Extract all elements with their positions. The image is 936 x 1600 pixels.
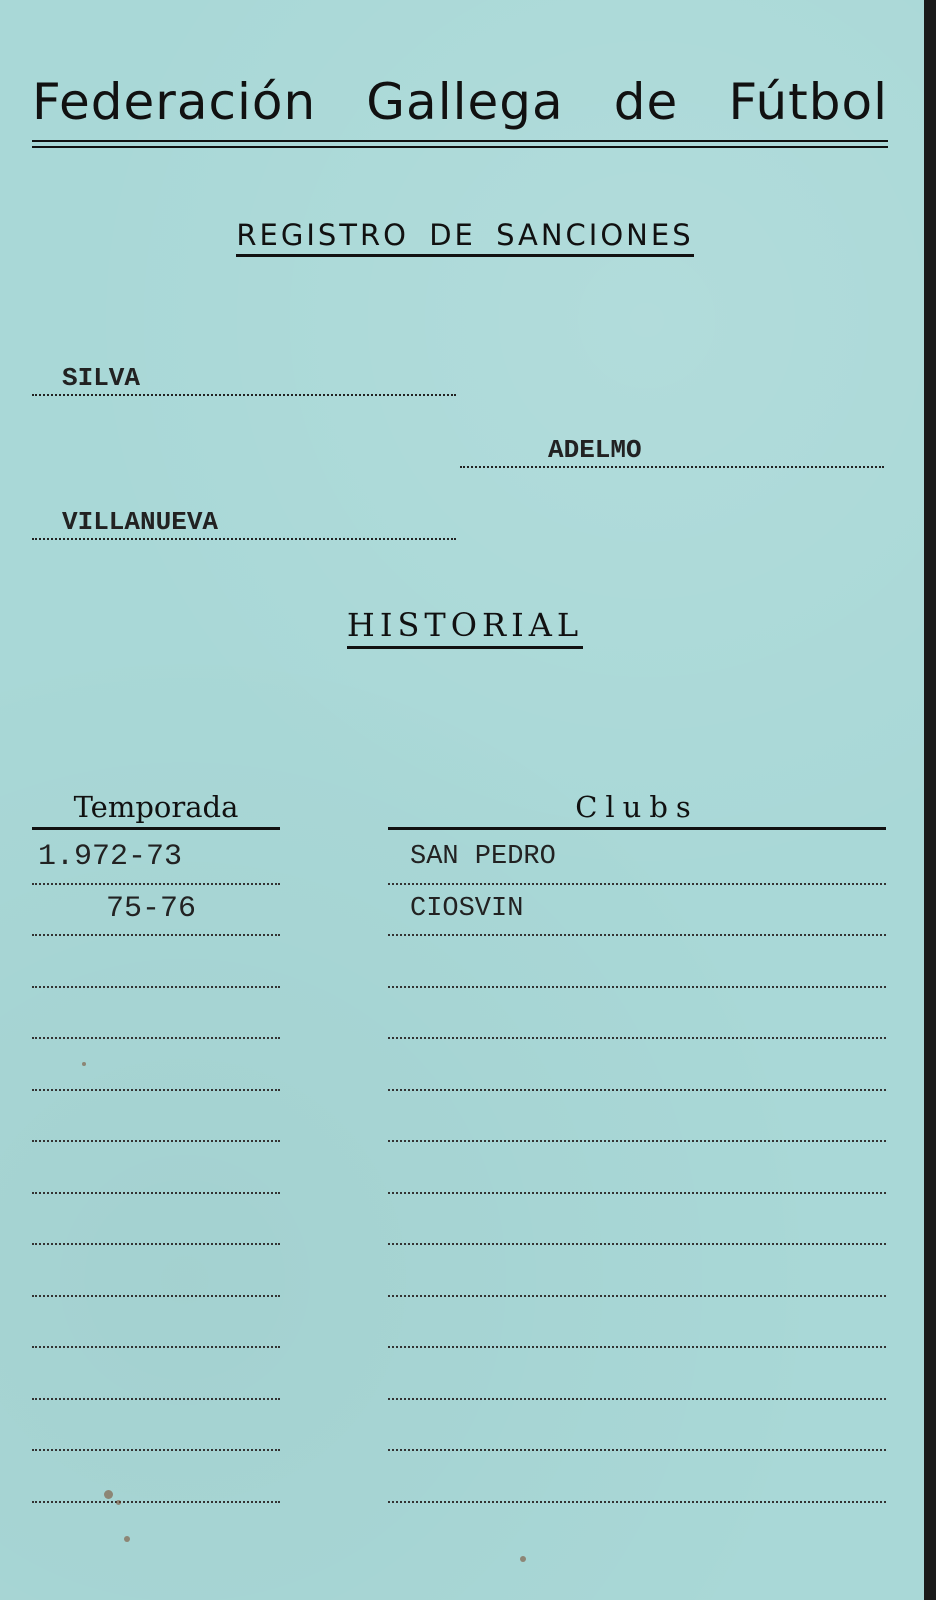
season-cell[interactable] xyxy=(32,1245,280,1297)
club-cell[interactable]: SAN PEDRO xyxy=(388,833,886,885)
season-rows xyxy=(32,833,280,1503)
stain-spot xyxy=(104,1490,113,1499)
club-header-label: Clubs xyxy=(575,790,699,824)
club-cell[interactable] xyxy=(388,1451,886,1503)
club-column-header xyxy=(388,787,886,830)
subtitle-text: REGISTRO DE SANCIONES xyxy=(236,218,693,257)
stain-spot xyxy=(82,1062,86,1066)
historial-heading xyxy=(0,606,930,649)
club-cell[interactable] xyxy=(388,1245,886,1297)
season-cell[interactable] xyxy=(32,1039,280,1091)
season-cell[interactable] xyxy=(32,936,280,988)
season-cell[interactable] xyxy=(32,1142,280,1194)
surname2-field[interactable] xyxy=(32,504,456,540)
given-name-value: ADELMO xyxy=(548,435,642,465)
season-cell[interactable] xyxy=(32,1194,280,1246)
document-subtitle xyxy=(0,218,930,257)
club-cell[interactable] xyxy=(388,1039,886,1091)
club-cell[interactable] xyxy=(388,988,886,1040)
club-cell[interactable] xyxy=(388,1142,886,1194)
club-cell[interactable]: CIOSVIN xyxy=(388,885,886,937)
surname1-field[interactable] xyxy=(32,360,456,396)
federation-title: Federación Gallega de Fútbol xyxy=(32,73,888,131)
season-cell[interactable]: 75-76 xyxy=(32,885,280,937)
season-cell[interactable] xyxy=(32,1400,280,1452)
given-name-field[interactable] xyxy=(460,432,884,468)
historial-title: HISTORIAL xyxy=(347,606,583,649)
club-rows xyxy=(388,833,886,1503)
season-cell[interactable] xyxy=(32,1091,280,1143)
stain-spot xyxy=(116,1500,121,1505)
season-cell[interactable] xyxy=(32,988,280,1040)
club-cell[interactable] xyxy=(388,936,886,988)
stain-spot xyxy=(124,1536,130,1542)
club-cell[interactable] xyxy=(388,1297,886,1349)
season-column-header xyxy=(32,787,280,830)
season-cell[interactable] xyxy=(32,1451,280,1503)
season-cell[interactable] xyxy=(32,1348,280,1400)
club-cell[interactable] xyxy=(388,1400,886,1452)
club-cell[interactable] xyxy=(388,1091,886,1143)
season-header-label: Temporada xyxy=(73,790,239,824)
club-cell[interactable] xyxy=(388,1348,886,1400)
club-cell[interactable] xyxy=(388,1194,886,1246)
surname2-value: VILLANUEVA xyxy=(62,507,219,537)
season-cell[interactable] xyxy=(32,1297,280,1349)
season-cell[interactable]: 1.972-73 xyxy=(32,833,280,885)
surname1-value: SILVA xyxy=(62,363,141,393)
stain-spot xyxy=(520,1556,526,1562)
title-double-rule xyxy=(32,140,888,148)
